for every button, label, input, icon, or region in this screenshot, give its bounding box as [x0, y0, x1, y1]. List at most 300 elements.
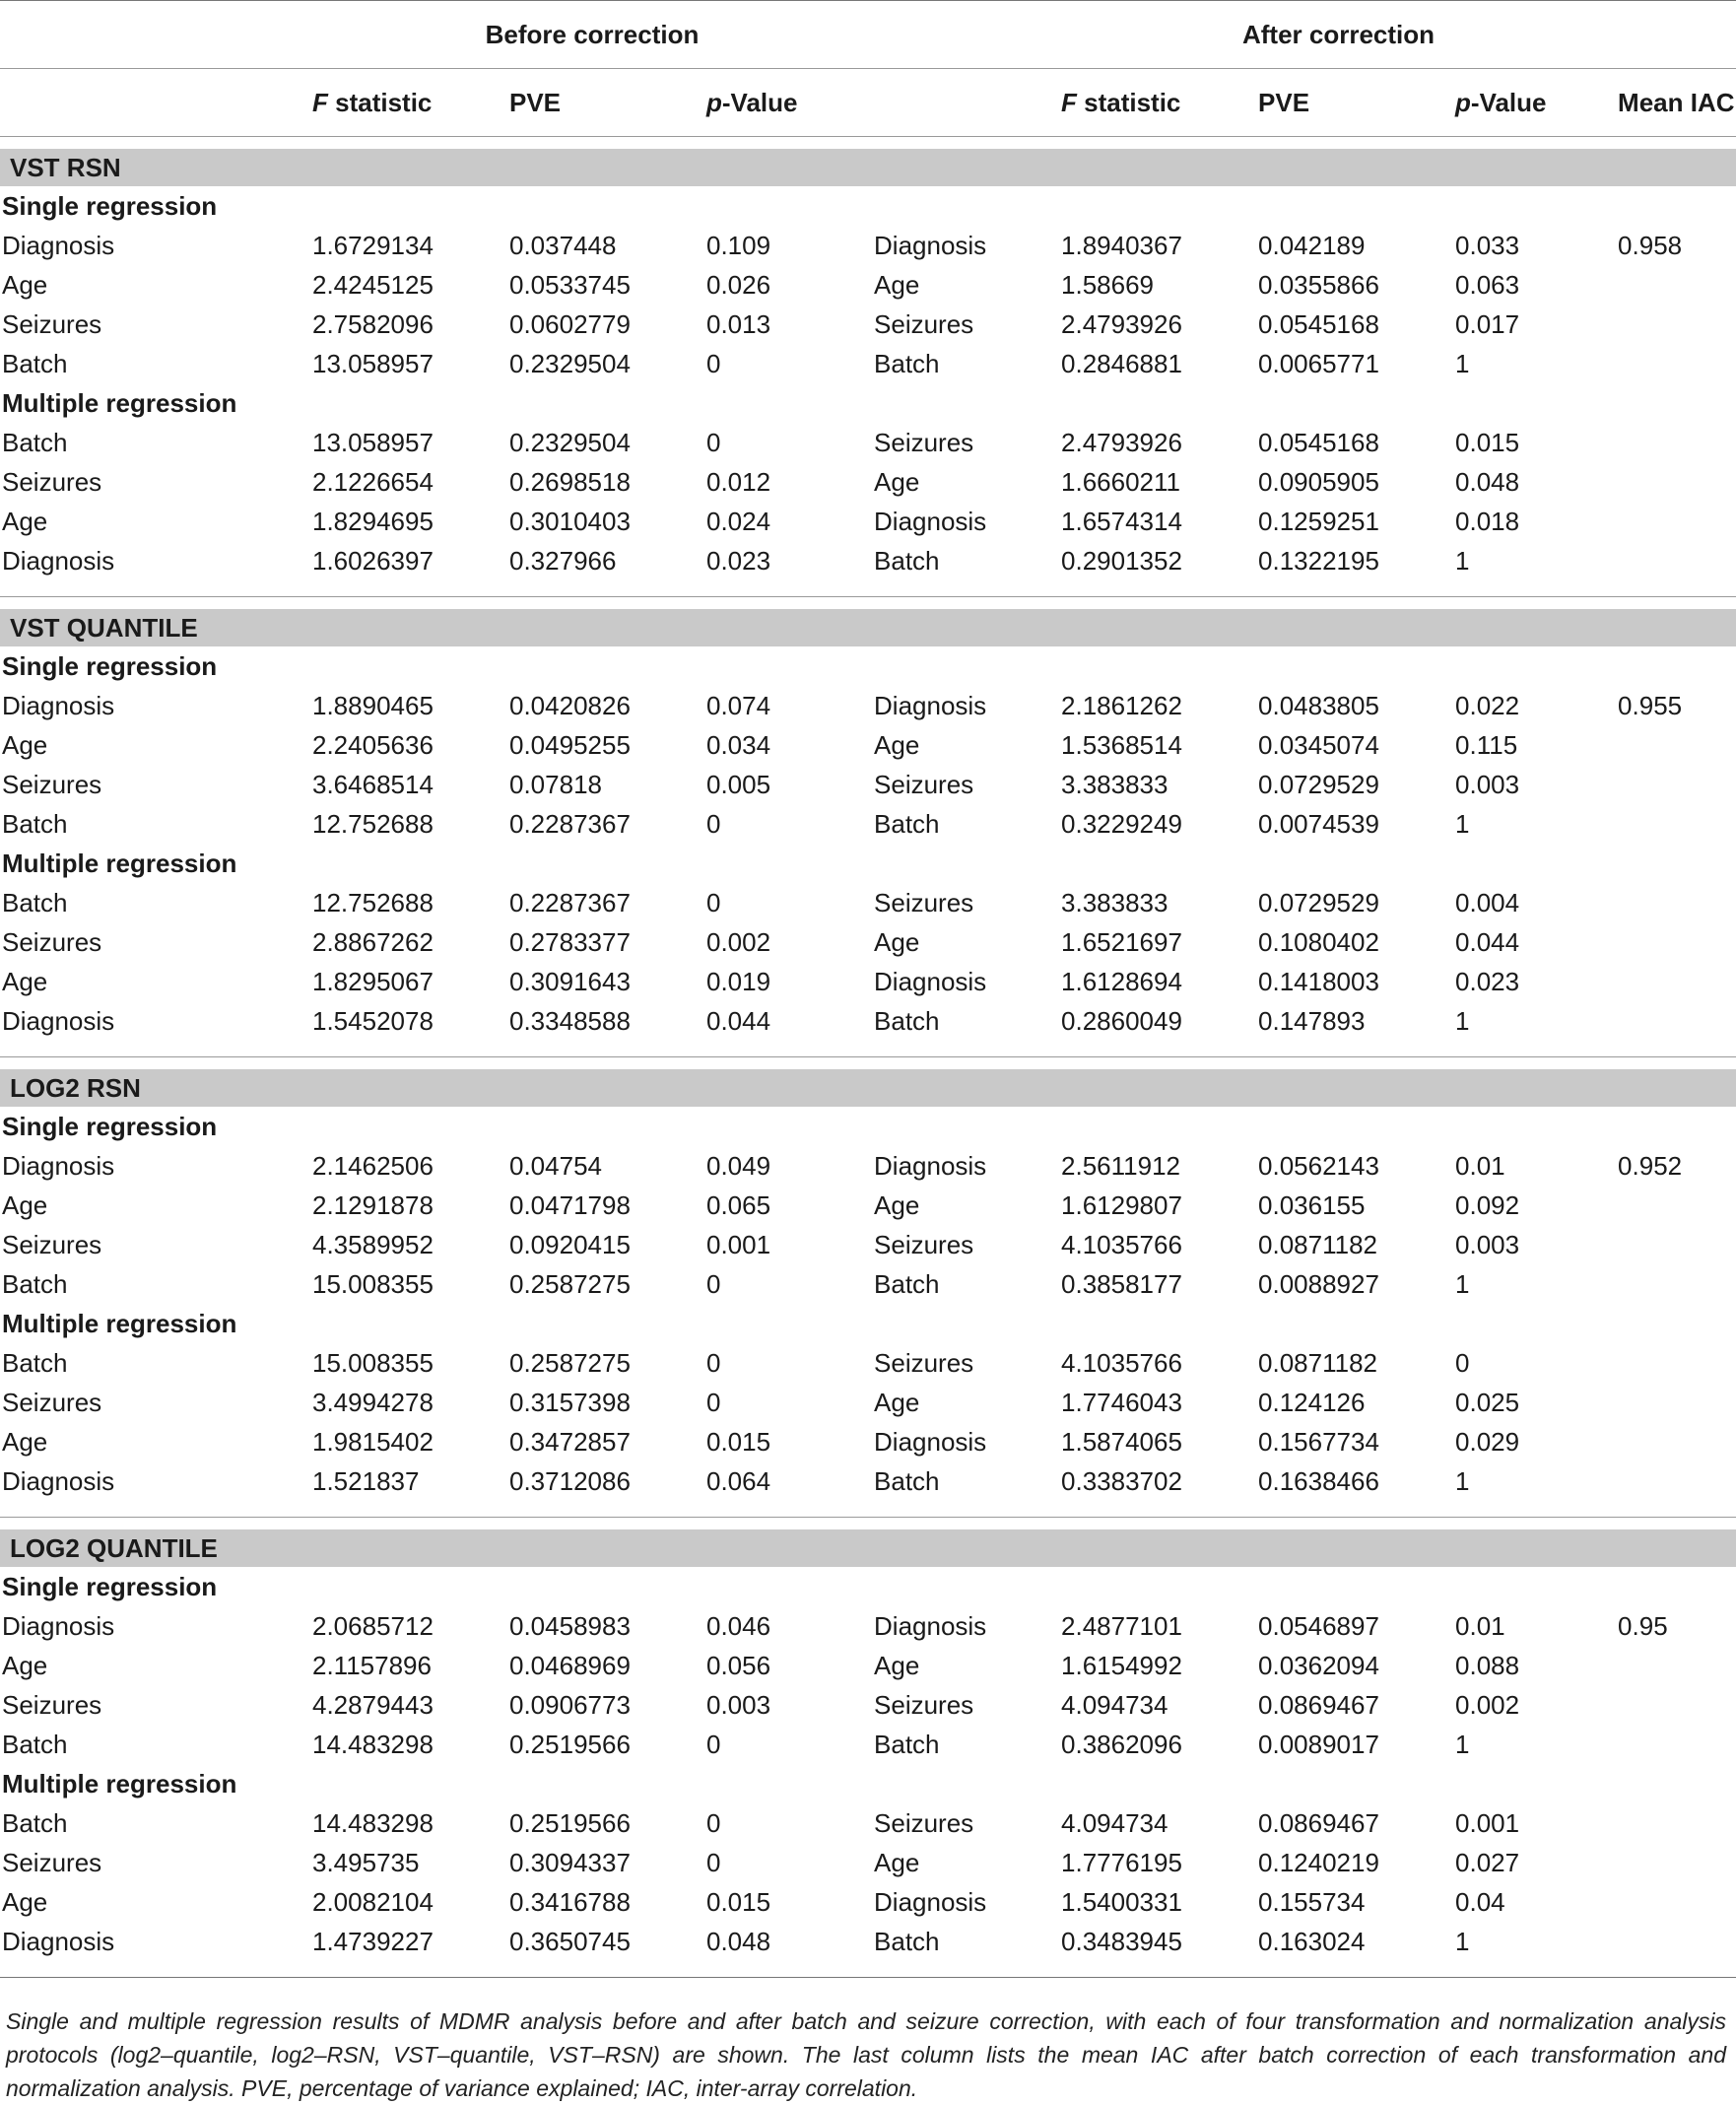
after-f-statistic: 2.5611912: [1061, 1150, 1180, 1181]
after-p-value: 0.023: [1455, 966, 1520, 996]
before-pve: 0.3348588: [509, 1005, 631, 1036]
table-row: [0, 462, 1736, 502]
after-p-value: 1: [1455, 1729, 1470, 1759]
before-p-value: 0.056: [706, 1650, 771, 1680]
before-p-value: 0: [706, 1729, 721, 1759]
before-variable: Diagnosis: [2, 1005, 115, 1036]
mean-iac-value: 0.955: [1618, 690, 1683, 720]
col-after-pve: PVE: [1256, 69, 1453, 137]
table-row: [0, 1922, 1736, 1961]
multiple-regression-label: Multiple regression: [2, 1768, 237, 1799]
after-p-value: 0.01: [1455, 1150, 1505, 1181]
table-row: [0, 1146, 1736, 1186]
after-f-statistic: 4.094734: [1061, 1689, 1168, 1720]
after-pve: 0.0545168: [1258, 427, 1379, 457]
after-f-statistic: 0.3383702: [1061, 1465, 1182, 1496]
before-f-statistic: 12.752688: [312, 808, 434, 839]
after-pve: 0.1240219: [1258, 1847, 1379, 1877]
after-variable: Age: [874, 466, 920, 497]
after-variable: Age: [874, 1650, 920, 1680]
after-p-value: 0.048: [1455, 466, 1520, 497]
table-row: [0, 804, 1736, 844]
after-variable: Diagnosis: [874, 1426, 987, 1457]
before-f-statistic: 3.6468514: [312, 769, 434, 799]
after-variable: Batch: [874, 1465, 940, 1496]
after-pve: 0.155734: [1258, 1886, 1366, 1917]
section-header-row: [0, 149, 1736, 186]
col-mean-iac: Mean IAC: [1616, 69, 1736, 137]
after-f-statistic: 0.3483945: [1061, 1926, 1182, 1956]
table-row: [0, 1225, 1736, 1264]
before-variable: Age: [2, 1426, 48, 1457]
multiple-regression-label-row: [0, 383, 1736, 423]
col-before-p-value: p-Value: [704, 69, 872, 137]
after-pve: 0.0345074: [1258, 729, 1379, 760]
after-f-statistic: 1.6129807: [1061, 1189, 1182, 1220]
before-f-statistic: 3.495735: [312, 1847, 420, 1877]
before-pve: 0.3010403: [509, 506, 631, 536]
before-f-statistic: 2.1462506: [312, 1150, 434, 1181]
before-f-statistic: 2.1226654: [312, 466, 434, 497]
single-regression-label: Single regression: [2, 650, 218, 681]
before-variable: Age: [2, 1886, 48, 1917]
before-pve: 0.0471798: [509, 1189, 631, 1220]
after-p-value: 0.004: [1455, 887, 1520, 917]
before-pve: 0.3472857: [509, 1426, 631, 1457]
after-f-statistic: 1.7776195: [1061, 1847, 1182, 1877]
before-f-statistic: 15.008355: [312, 1347, 434, 1378]
before-pve: 0.3094337: [509, 1847, 631, 1877]
table-row: [0, 305, 1736, 344]
after-variable: Diagnosis: [874, 1610, 987, 1641]
col-before-f-statistic: F statistic: [310, 69, 507, 137]
after-variable: Batch: [874, 1268, 940, 1299]
col-after-p-value: p-Value: [1453, 69, 1616, 137]
after-p-value: 0: [1455, 1347, 1470, 1378]
before-p-value: 0.023: [706, 545, 771, 576]
after-p-value: 0.115: [1455, 729, 1518, 760]
before-f-statistic: 13.058957: [312, 348, 434, 378]
before-p-value: 0.074: [706, 690, 771, 720]
before-variable: Batch: [2, 1807, 68, 1838]
col-before-pve: PVE: [507, 69, 704, 137]
multiple-regression-label: Multiple regression: [2, 848, 237, 878]
before-p-value: 0.046: [706, 1610, 771, 1641]
after-variable: Batch: [874, 545, 940, 576]
after-variable: Diagnosis: [874, 230, 987, 260]
before-f-statistic: 1.8294695: [312, 506, 434, 536]
single-regression-label: Single regression: [2, 1571, 218, 1601]
after-pve: 0.1418003: [1258, 966, 1379, 996]
after-p-value: 1: [1455, 1465, 1470, 1496]
before-p-value: 0.026: [706, 269, 771, 300]
table-row: [0, 1343, 1736, 1383]
after-f-statistic: 1.5400331: [1061, 1886, 1182, 1917]
col-after-f-statistic: F statistic: [1059, 69, 1256, 137]
after-variable: Age: [874, 926, 920, 957]
section-title: LOG2 RSN: [0, 1069, 1736, 1107]
table-row: [0, 1725, 1736, 1764]
after-pve: 0.0869467: [1258, 1689, 1379, 1720]
section-title: VST RSN: [0, 149, 1736, 186]
table-caption: Single and multiple regression results of MDMR analysis before and after batch and seizure correction, with each of four transformation and normalization analysis protocols (log2–quantile, log2–RSN, VST–quantile, VST–RSN) are shown. The last column lists the mean IAC after batch correction of each transformation and normalization analysis. PVE, percentage of variance explained; IAC, inter-array correlation.: [6, 2008, 1726, 2101]
before-variable: Batch: [2, 348, 68, 378]
mean-iac-value: 0.952: [1618, 1150, 1683, 1181]
before-variable: Diagnosis: [2, 1610, 115, 1641]
after-p-value: 0.01: [1455, 1610, 1505, 1641]
table-row: [0, 1001, 1736, 1041]
before-f-statistic: 2.2405636: [312, 729, 434, 760]
after-p-value: 0.017: [1455, 308, 1520, 339]
before-pve: 0.0533745: [509, 269, 631, 300]
before-f-statistic: 1.8295067: [312, 966, 434, 996]
after-variable: Age: [874, 269, 920, 300]
before-p-value: 0: [706, 887, 721, 917]
after-f-statistic: 1.8940367: [1061, 230, 1182, 260]
after-f-statistic: 1.7746043: [1061, 1387, 1182, 1417]
before-pve: 0.0468969: [509, 1650, 631, 1680]
after-variable: Seizures: [874, 1229, 974, 1259]
after-f-statistic: 4.1035766: [1061, 1347, 1182, 1378]
before-p-value: 0.065: [706, 1189, 771, 1220]
before-variable: Seizures: [2, 308, 102, 339]
single-regression-label-row: [0, 646, 1736, 686]
before-f-statistic: 2.8867262: [312, 926, 434, 957]
after-variable: Batch: [874, 1729, 940, 1759]
before-p-value: 0: [706, 1807, 721, 1838]
table-row: [0, 265, 1736, 305]
before-f-statistic: 2.1157896: [312, 1650, 432, 1680]
after-variable: Age: [874, 1387, 920, 1417]
before-pve: 0.2587275: [509, 1347, 631, 1378]
after-p-value: 0.092: [1455, 1189, 1520, 1220]
multiple-regression-label-row: [0, 844, 1736, 883]
before-variable: Batch: [2, 808, 68, 839]
section-header-row: [0, 609, 1736, 646]
after-pve: 0.0355866: [1258, 269, 1379, 300]
before-variable: Batch: [2, 1729, 68, 1759]
after-variable: Batch: [874, 1005, 940, 1036]
before-f-statistic: 13.058957: [312, 427, 434, 457]
after-pve: 0.0483805: [1258, 690, 1379, 720]
after-pve: 0.0871182: [1258, 1229, 1377, 1259]
after-pve: 0.1567734: [1258, 1426, 1379, 1457]
after-pve: 0.0729529: [1258, 769, 1379, 799]
before-f-statistic: 2.0685712: [312, 1610, 434, 1641]
after-pve: 0.036155: [1258, 1189, 1366, 1220]
before-f-statistic: 1.4739227: [312, 1926, 434, 1956]
before-p-value: 0.003: [706, 1689, 771, 1720]
section-title: VST QUANTILE: [0, 609, 1736, 646]
single-regression-label: Single regression: [2, 1111, 218, 1141]
table-row: [0, 922, 1736, 962]
before-pve: 0.2287367: [509, 887, 631, 917]
before-pve: 0.2329504: [509, 348, 631, 378]
before-pve: 0.2519566: [509, 1729, 631, 1759]
section-divider: [0, 1041, 1736, 1057]
after-variable: Seizures: [874, 427, 974, 457]
table-row: [0, 1383, 1736, 1422]
after-f-statistic: 0.2901352: [1061, 545, 1182, 576]
before-variable: Seizures: [2, 769, 102, 799]
after-p-value: 0.033: [1455, 230, 1520, 260]
before-f-statistic: 1.521837: [312, 1465, 420, 1496]
before-f-statistic: 4.2879443: [312, 1689, 434, 1720]
before-p-value: 0: [706, 1847, 721, 1877]
before-p-value: 0.012: [706, 466, 771, 497]
after-pve: 0.0562143: [1258, 1150, 1379, 1181]
after-p-value: 0.015: [1455, 427, 1520, 457]
before-f-statistic: 2.0082104: [312, 1886, 434, 1917]
before-variable: Diagnosis: [2, 1150, 115, 1181]
after-variable: Diagnosis: [874, 1886, 987, 1917]
after-p-value: 1: [1455, 1005, 1470, 1036]
after-f-statistic: 2.1861262: [1061, 690, 1182, 720]
table-row: [0, 725, 1736, 765]
after-p-value: 1: [1455, 348, 1470, 378]
before-pve: 0.2329504: [509, 427, 631, 457]
after-p-value: 1: [1455, 1926, 1470, 1956]
before-pve: 0.2783377: [509, 926, 631, 957]
after-p-value: 0.003: [1455, 769, 1520, 799]
before-variable: Age: [2, 269, 48, 300]
after-pve: 0.042189: [1258, 230, 1366, 260]
before-f-statistic: 2.1291878: [312, 1189, 434, 1220]
before-variable: Seizures: [2, 1229, 102, 1259]
after-p-value: 0.003: [1455, 1229, 1520, 1259]
before-pve: 0.037448: [509, 230, 617, 260]
before-f-statistic: 15.008355: [312, 1268, 434, 1299]
before-f-statistic: 1.5452078: [312, 1005, 434, 1036]
before-p-value: 0: [706, 808, 721, 839]
after-pve: 0.147893: [1258, 1005, 1366, 1036]
after-variable: Diagnosis: [874, 690, 987, 720]
after-variable: Seizures: [874, 1807, 974, 1838]
after-pve: 0.0362094: [1258, 1650, 1379, 1680]
before-variable: Seizures: [2, 466, 102, 497]
after-variable: Age: [874, 1847, 920, 1877]
before-pve: 0.3650745: [509, 1926, 631, 1956]
before-correction-heading: Before correction: [310, 1, 872, 69]
before-pve: 0.3091643: [509, 966, 631, 996]
multiple-regression-label-row: [0, 1764, 1736, 1803]
group-header-row: [0, 1, 1736, 69]
after-pve: 0.1322195: [1258, 545, 1379, 576]
before-variable: Age: [2, 1189, 48, 1220]
table-row: [0, 226, 1736, 265]
table-body: [0, 137, 1736, 1978]
after-variable: Batch: [874, 808, 940, 839]
after-p-value: 0.025: [1455, 1387, 1520, 1417]
section-divider: [0, 1501, 1736, 1518]
before-pve: 0.04754: [509, 1150, 602, 1181]
single-regression-label-row: [0, 1107, 1736, 1146]
before-pve: 0.0495255: [509, 729, 631, 760]
table-row: [0, 502, 1736, 541]
before-p-value: 0.034: [706, 729, 771, 760]
before-pve: 0.3157398: [509, 1387, 631, 1417]
after-variable: Batch: [874, 348, 940, 378]
single-regression-label-row: [0, 186, 1736, 226]
after-variable: Seizures: [874, 1689, 974, 1720]
after-pve: 0.0088927: [1258, 1268, 1379, 1299]
table-row: [0, 1422, 1736, 1461]
after-f-statistic: 1.5368514: [1061, 729, 1182, 760]
before-p-value: 0.015: [706, 1886, 771, 1917]
section-header-row: [0, 1529, 1736, 1567]
after-p-value: 0.001: [1455, 1807, 1520, 1838]
table-row: [0, 962, 1736, 1001]
before-p-value: 0: [706, 1347, 721, 1378]
before-f-statistic: 14.483298: [312, 1807, 434, 1838]
before-f-statistic: 1.6026397: [312, 545, 434, 576]
after-pve: 0.0871182: [1258, 1347, 1377, 1378]
after-p-value: 1: [1455, 1268, 1470, 1299]
after-f-statistic: 1.58669: [1061, 269, 1154, 300]
before-p-value: 0: [706, 1387, 721, 1417]
after-pve: 0.1259251: [1258, 506, 1379, 536]
before-pve: 0.0420826: [509, 690, 631, 720]
before-pve: 0.2698518: [509, 466, 631, 497]
table-row: [0, 1882, 1736, 1922]
before-variable: Batch: [2, 1268, 68, 1299]
after-pve: 0.0905905: [1258, 466, 1379, 497]
after-variable: Batch: [874, 1926, 940, 1956]
table-row: [0, 883, 1736, 922]
after-p-value: 0.002: [1455, 1689, 1520, 1720]
section-divider: [0, 1961, 1736, 1978]
before-p-value: 0.015: [706, 1426, 771, 1457]
before-p-value: 0.005: [706, 769, 771, 799]
before-variable: Batch: [2, 1347, 68, 1378]
before-f-statistic: 2.7582096: [312, 308, 434, 339]
after-p-value: 0.029: [1455, 1426, 1520, 1457]
before-variable: Diagnosis: [2, 545, 115, 576]
after-pve: 0.1638466: [1258, 1465, 1379, 1496]
before-variable: Seizures: [2, 1689, 102, 1720]
before-p-value: 0.048: [706, 1926, 771, 1956]
before-pve: 0.0906773: [509, 1689, 631, 1720]
after-pve: 0.0074539: [1258, 808, 1379, 839]
after-p-value: 1: [1455, 545, 1470, 576]
table-row: [0, 344, 1736, 383]
before-variable: Seizures: [2, 1847, 102, 1877]
before-pve: 0.0458983: [509, 1610, 631, 1641]
after-f-statistic: 1.6128694: [1061, 966, 1182, 996]
before-f-statistic: 1.8890465: [312, 690, 434, 720]
before-p-value: 0.064: [706, 1465, 771, 1496]
before-p-value: 0.001: [706, 1229, 771, 1259]
before-pve: 0.3416788: [509, 1886, 631, 1917]
before-f-statistic: 3.4994278: [312, 1387, 434, 1417]
after-variable: Age: [874, 729, 920, 760]
section-gap: [0, 137, 1736, 150]
mean-iac-value: 0.958: [1618, 230, 1683, 260]
section-header-row: [0, 1069, 1736, 1107]
before-f-statistic: 4.3589952: [312, 1229, 434, 1259]
before-f-statistic: 14.483298: [312, 1729, 434, 1759]
before-variable: Seizures: [2, 926, 102, 957]
after-f-statistic: 1.6574314: [1061, 506, 1182, 536]
after-pve: 0.1080402: [1258, 926, 1379, 957]
before-variable: Diagnosis: [2, 690, 115, 720]
after-pve: 0.163024: [1258, 1926, 1366, 1956]
after-p-value: 1: [1455, 808, 1470, 839]
before-pve: 0.2519566: [509, 1807, 631, 1838]
table-row: [0, 541, 1736, 580]
after-f-statistic: 4.1035766: [1061, 1229, 1182, 1259]
before-pve: 0.3712086: [509, 1465, 631, 1496]
before-pve: 0.0920415: [509, 1229, 631, 1259]
before-p-value: 0.019: [706, 966, 771, 996]
before-variable: Batch: [2, 427, 68, 457]
after-f-statistic: 1.5874065: [1061, 1426, 1182, 1457]
after-p-value: 0.018: [1455, 506, 1520, 536]
after-pve: 0.0545168: [1258, 308, 1379, 339]
before-pve: 0.0602779: [509, 308, 631, 339]
before-variable: Diagnosis: [2, 1465, 115, 1496]
table-row: [0, 1186, 1736, 1225]
before-pve: 0.2287367: [509, 808, 631, 839]
after-f-statistic: 2.4793926: [1061, 427, 1182, 457]
before-p-value: 0: [706, 427, 721, 457]
before-pve: 0.327966: [509, 545, 617, 576]
after-f-statistic: 0.2860049: [1061, 1005, 1182, 1036]
multiple-regression-label: Multiple regression: [2, 1308, 237, 1338]
before-variable: Seizures: [2, 1387, 102, 1417]
after-variable: Diagnosis: [874, 966, 987, 996]
section-divider: [0, 580, 1736, 597]
table-row: [0, 686, 1736, 725]
before-variable: Diagnosis: [2, 1926, 115, 1956]
before-p-value: 0: [706, 1268, 721, 1299]
before-pve: 0.2587275: [509, 1268, 631, 1299]
before-p-value: 0: [706, 348, 721, 378]
table-row: [0, 1461, 1736, 1501]
before-variable: Age: [2, 966, 48, 996]
before-p-value: 0.024: [706, 506, 771, 536]
section-gap: [0, 1518, 1736, 1530]
single-regression-label-row: [0, 1567, 1736, 1606]
after-f-statistic: 0.3862096: [1061, 1729, 1182, 1759]
table-row: [0, 765, 1736, 804]
after-variable: Diagnosis: [874, 1150, 987, 1181]
after-f-statistic: 0.2846881: [1061, 348, 1182, 378]
after-f-statistic: 1.6660211: [1061, 466, 1180, 497]
after-f-statistic: 1.6521697: [1061, 926, 1182, 957]
before-p-value: 0.044: [706, 1005, 771, 1036]
mean-iac-value: 0.95: [1618, 1610, 1668, 1641]
before-variable: Age: [2, 729, 48, 760]
table-row: [0, 1646, 1736, 1685]
after-p-value: 0.04: [1455, 1886, 1505, 1917]
before-variable: Batch: [2, 887, 68, 917]
before-f-statistic: 2.4245125: [312, 269, 434, 300]
multiple-regression-label-row: [0, 1304, 1736, 1343]
before-p-value: 0.109: [706, 230, 771, 260]
column-header-row: [0, 69, 1736, 137]
after-pve: 0.124126: [1258, 1387, 1366, 1417]
after-f-statistic: 2.4793926: [1061, 308, 1182, 339]
after-f-statistic: 0.3858177: [1061, 1268, 1182, 1299]
before-p-value: 0.049: [706, 1150, 771, 1181]
after-pve: 0.0546897: [1258, 1610, 1379, 1641]
single-regression-label: Single regression: [2, 190, 218, 221]
after-variable: Seizures: [874, 1347, 974, 1378]
after-f-statistic: 2.4877101: [1061, 1610, 1182, 1641]
after-f-statistic: 3.383833: [1061, 887, 1168, 917]
after-f-statistic: 1.6154992: [1061, 1650, 1182, 1680]
